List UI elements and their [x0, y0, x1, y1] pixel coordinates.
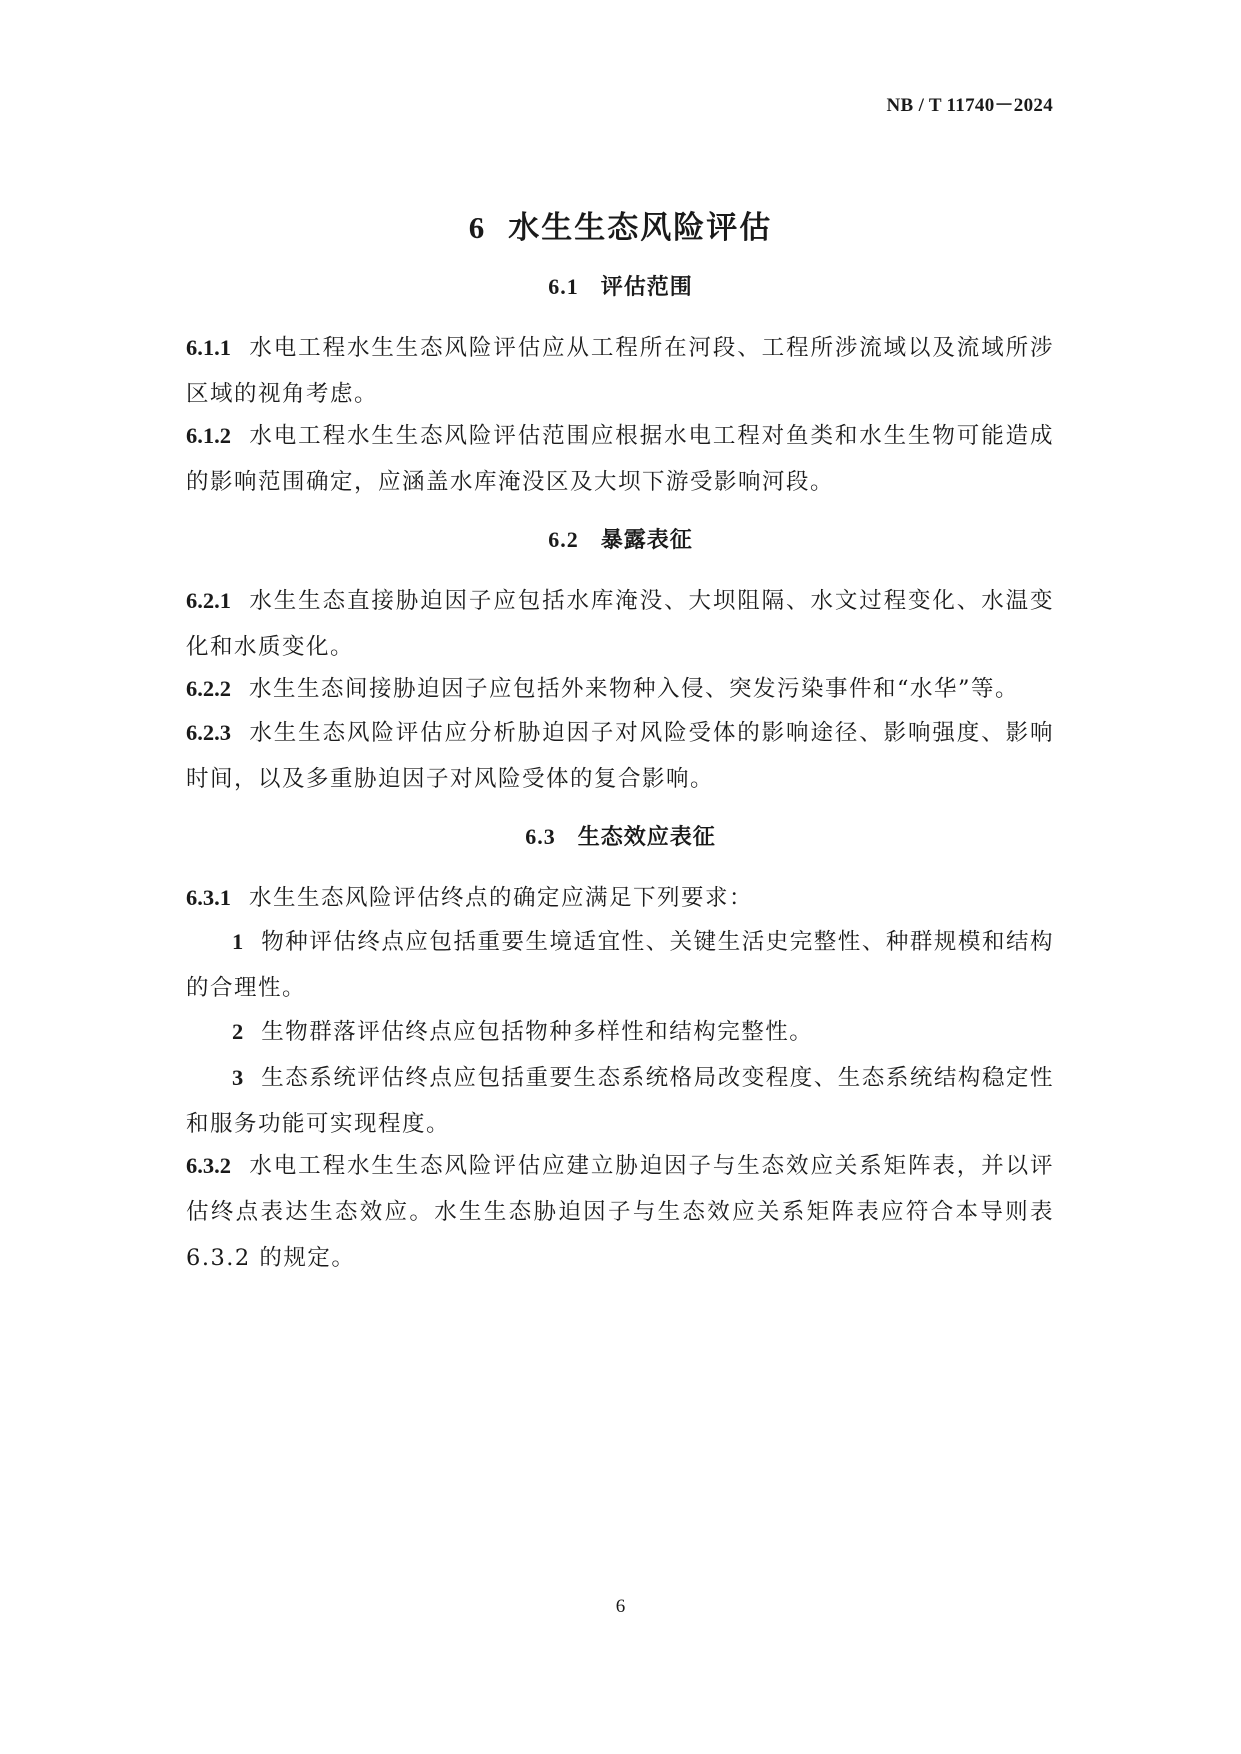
- section-title-6-3: [0, 820, 1241, 851]
- clause-6-2-3: [186, 710, 1054, 802]
- clause-text: 水生生态直接胁迫因子应包括水库淹没、大坝阻隔、水文过程变化、水温变化和水质变化。: [186, 588, 1054, 660]
- clause-text: 水电工程水生生态风险评估范围应根据水电工程对鱼类和水生生物可能造成的影响范围确定，应涵盖水库淹没区及大坝下游受影响河段。: [186, 423, 1054, 495]
- clause-text: 水电工程水生生态风险评估应建立胁迫因子与生态效应关系矩阵表，并以评估终点表达生态效应。水生生态胁迫因子与生态效应关系矩阵表应符合本导则表 6.3.2 的规定。: [186, 1153, 1054, 1271]
- clause-6-1-1: [186, 325, 1054, 417]
- clause-number: 6.1.2: [186, 423, 231, 448]
- section-title-text: 评估范围: [600, 275, 693, 300]
- clause-number: 6.2.2: [186, 676, 231, 701]
- list-item: [186, 919, 1054, 1011]
- item-text: 生态系统评估终点应包括重要生态系统格局改变程度、生态系统结构稳定性和服务功能可实现程度。: [186, 1065, 1054, 1137]
- section-title-6-1: [0, 270, 1241, 301]
- section-number: 6.2: [548, 527, 579, 552]
- chapter-title: [0, 202, 1241, 247]
- clause-6-3-1: [186, 875, 1054, 921]
- clause-6-2-2: [186, 666, 1054, 712]
- clause-number: 6.1.1: [186, 335, 231, 360]
- clause-number: 6.3.2: [186, 1153, 231, 1178]
- list-item: [186, 1009, 1054, 1055]
- clause-number: 6.2.3: [186, 720, 231, 745]
- item-text: 生物群落评估终点应包括物种多样性和结构完整性。: [261, 1019, 814, 1045]
- clause-text: 水电工程水生生态风险评估应从工程所在河段、工程所涉流域以及流域所涉区域的视角考虑。: [186, 335, 1054, 407]
- section-title-text: 生态效应表征: [577, 825, 716, 850]
- item-number: 2: [232, 1019, 244, 1044]
- chapter-number: 6: [468, 210, 487, 245]
- section-number: 6.1: [548, 274, 579, 299]
- clause-6-1-2: [186, 413, 1054, 505]
- chapter-title-text: 水生生态风险评估: [508, 210, 773, 246]
- item-number: 1: [232, 929, 244, 954]
- section-title-6-2: [0, 523, 1241, 554]
- section-title-text: 暴露表征: [600, 528, 693, 553]
- clause-number: 6.3.1: [186, 885, 231, 910]
- standard-code: NB / T 11740－2024: [886, 95, 1053, 116]
- clause-6-3-2: [186, 1143, 1054, 1281]
- list-item: [186, 1055, 1054, 1147]
- item-number: 3: [232, 1065, 244, 1090]
- item-text: 物种评估终点应包括重要生境适宜性、关键生活史完整性、种群规模和结构的合理性。: [186, 929, 1054, 1001]
- clause-number: 6.2.1: [186, 588, 231, 613]
- clause-text: 水生生态间接胁迫因子应包括外来物种入侵、突发污染事件和“水华”等。: [249, 676, 1020, 702]
- clause-6-2-1: [186, 578, 1054, 670]
- clause-text: 水生生态风险评估应分析胁迫因子对风险受体的影响途径、影响强度、影响时间，以及多重胁迫因子对风险受体的复合影响。: [186, 720, 1054, 792]
- clause-text: 水生生态风险评估终点的确定应满足下列要求：: [249, 885, 754, 911]
- page-number: 6: [615, 1596, 626, 1617]
- section-number: 6.3: [525, 824, 556, 849]
